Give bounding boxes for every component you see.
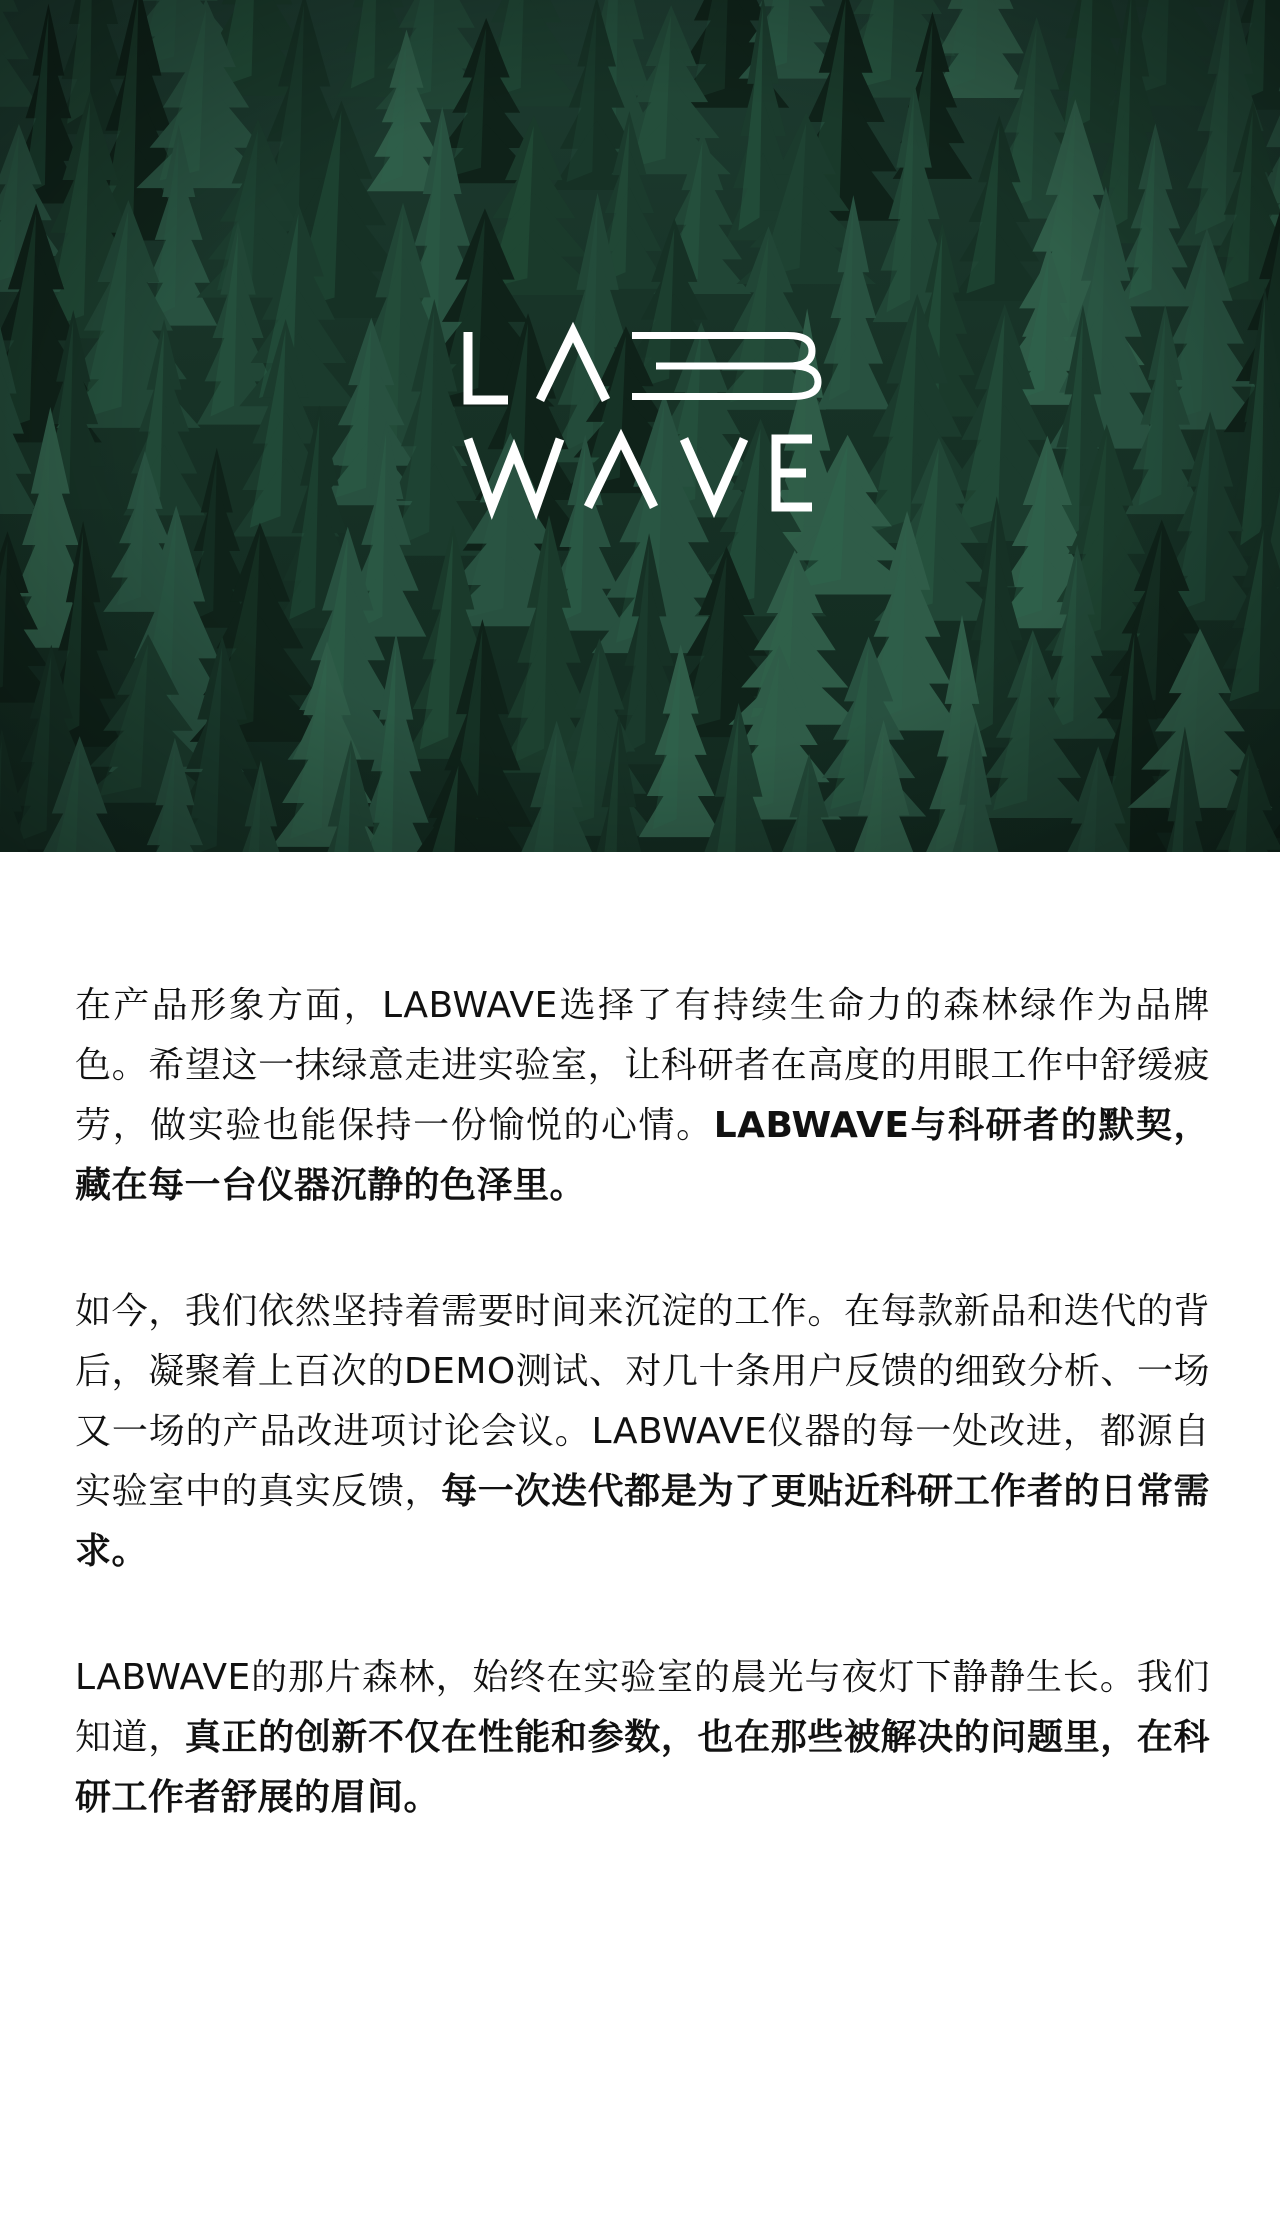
paragraph-2-emphasis: 每一次迭代都是为了更贴近科研工作者的日常需求。 xyxy=(75,1471,1210,1572)
paragraph-1-emphasis: LABWAVE与科研者的默契，藏在每一台仪器沉静的色泽里。 xyxy=(75,1105,1210,1206)
paragraph-2-text: 如今，我们依然坚持着需要时间来沉淀的工作。在每款新品和迭代的背后，凝聚着上百次的DEMO测试、对几十条用户反馈的细致分析、一场又一场的产品改进项讨论会议。LABWAVE仪器的每一处改进，都源自实验室中的真实反馈， xyxy=(75,1291,1210,1512)
article-body xyxy=(75,976,1210,1894)
paragraph-iteration xyxy=(75,1282,1210,1582)
paragraph-forest xyxy=(75,1648,1210,1828)
hero-forest-banner xyxy=(0,0,1280,852)
labwave-logo xyxy=(0,0,1280,852)
paragraph-1-text: 在产品形象方面，LABWAVE选择了有持续生命力的森林绿作为品牌色。希望这一抹绿意走进实验室，让科研者在高度的用眼工作中舒缓疲劳，做实验也能保持一份愉悦的心情。 xyxy=(75,985,1210,1146)
paragraph-3-emphasis: 真正的创新不仅在性能和参数，也在那些被解决的问题里，在科研工作者舒展的眉间。 xyxy=(75,1717,1210,1818)
paragraph-brand-color xyxy=(75,976,1210,1216)
paragraph-3-text: LABWAVE的那片森林，始终在实验室的晨光与夜灯下静静生长。我们知道， xyxy=(75,1657,1210,1758)
